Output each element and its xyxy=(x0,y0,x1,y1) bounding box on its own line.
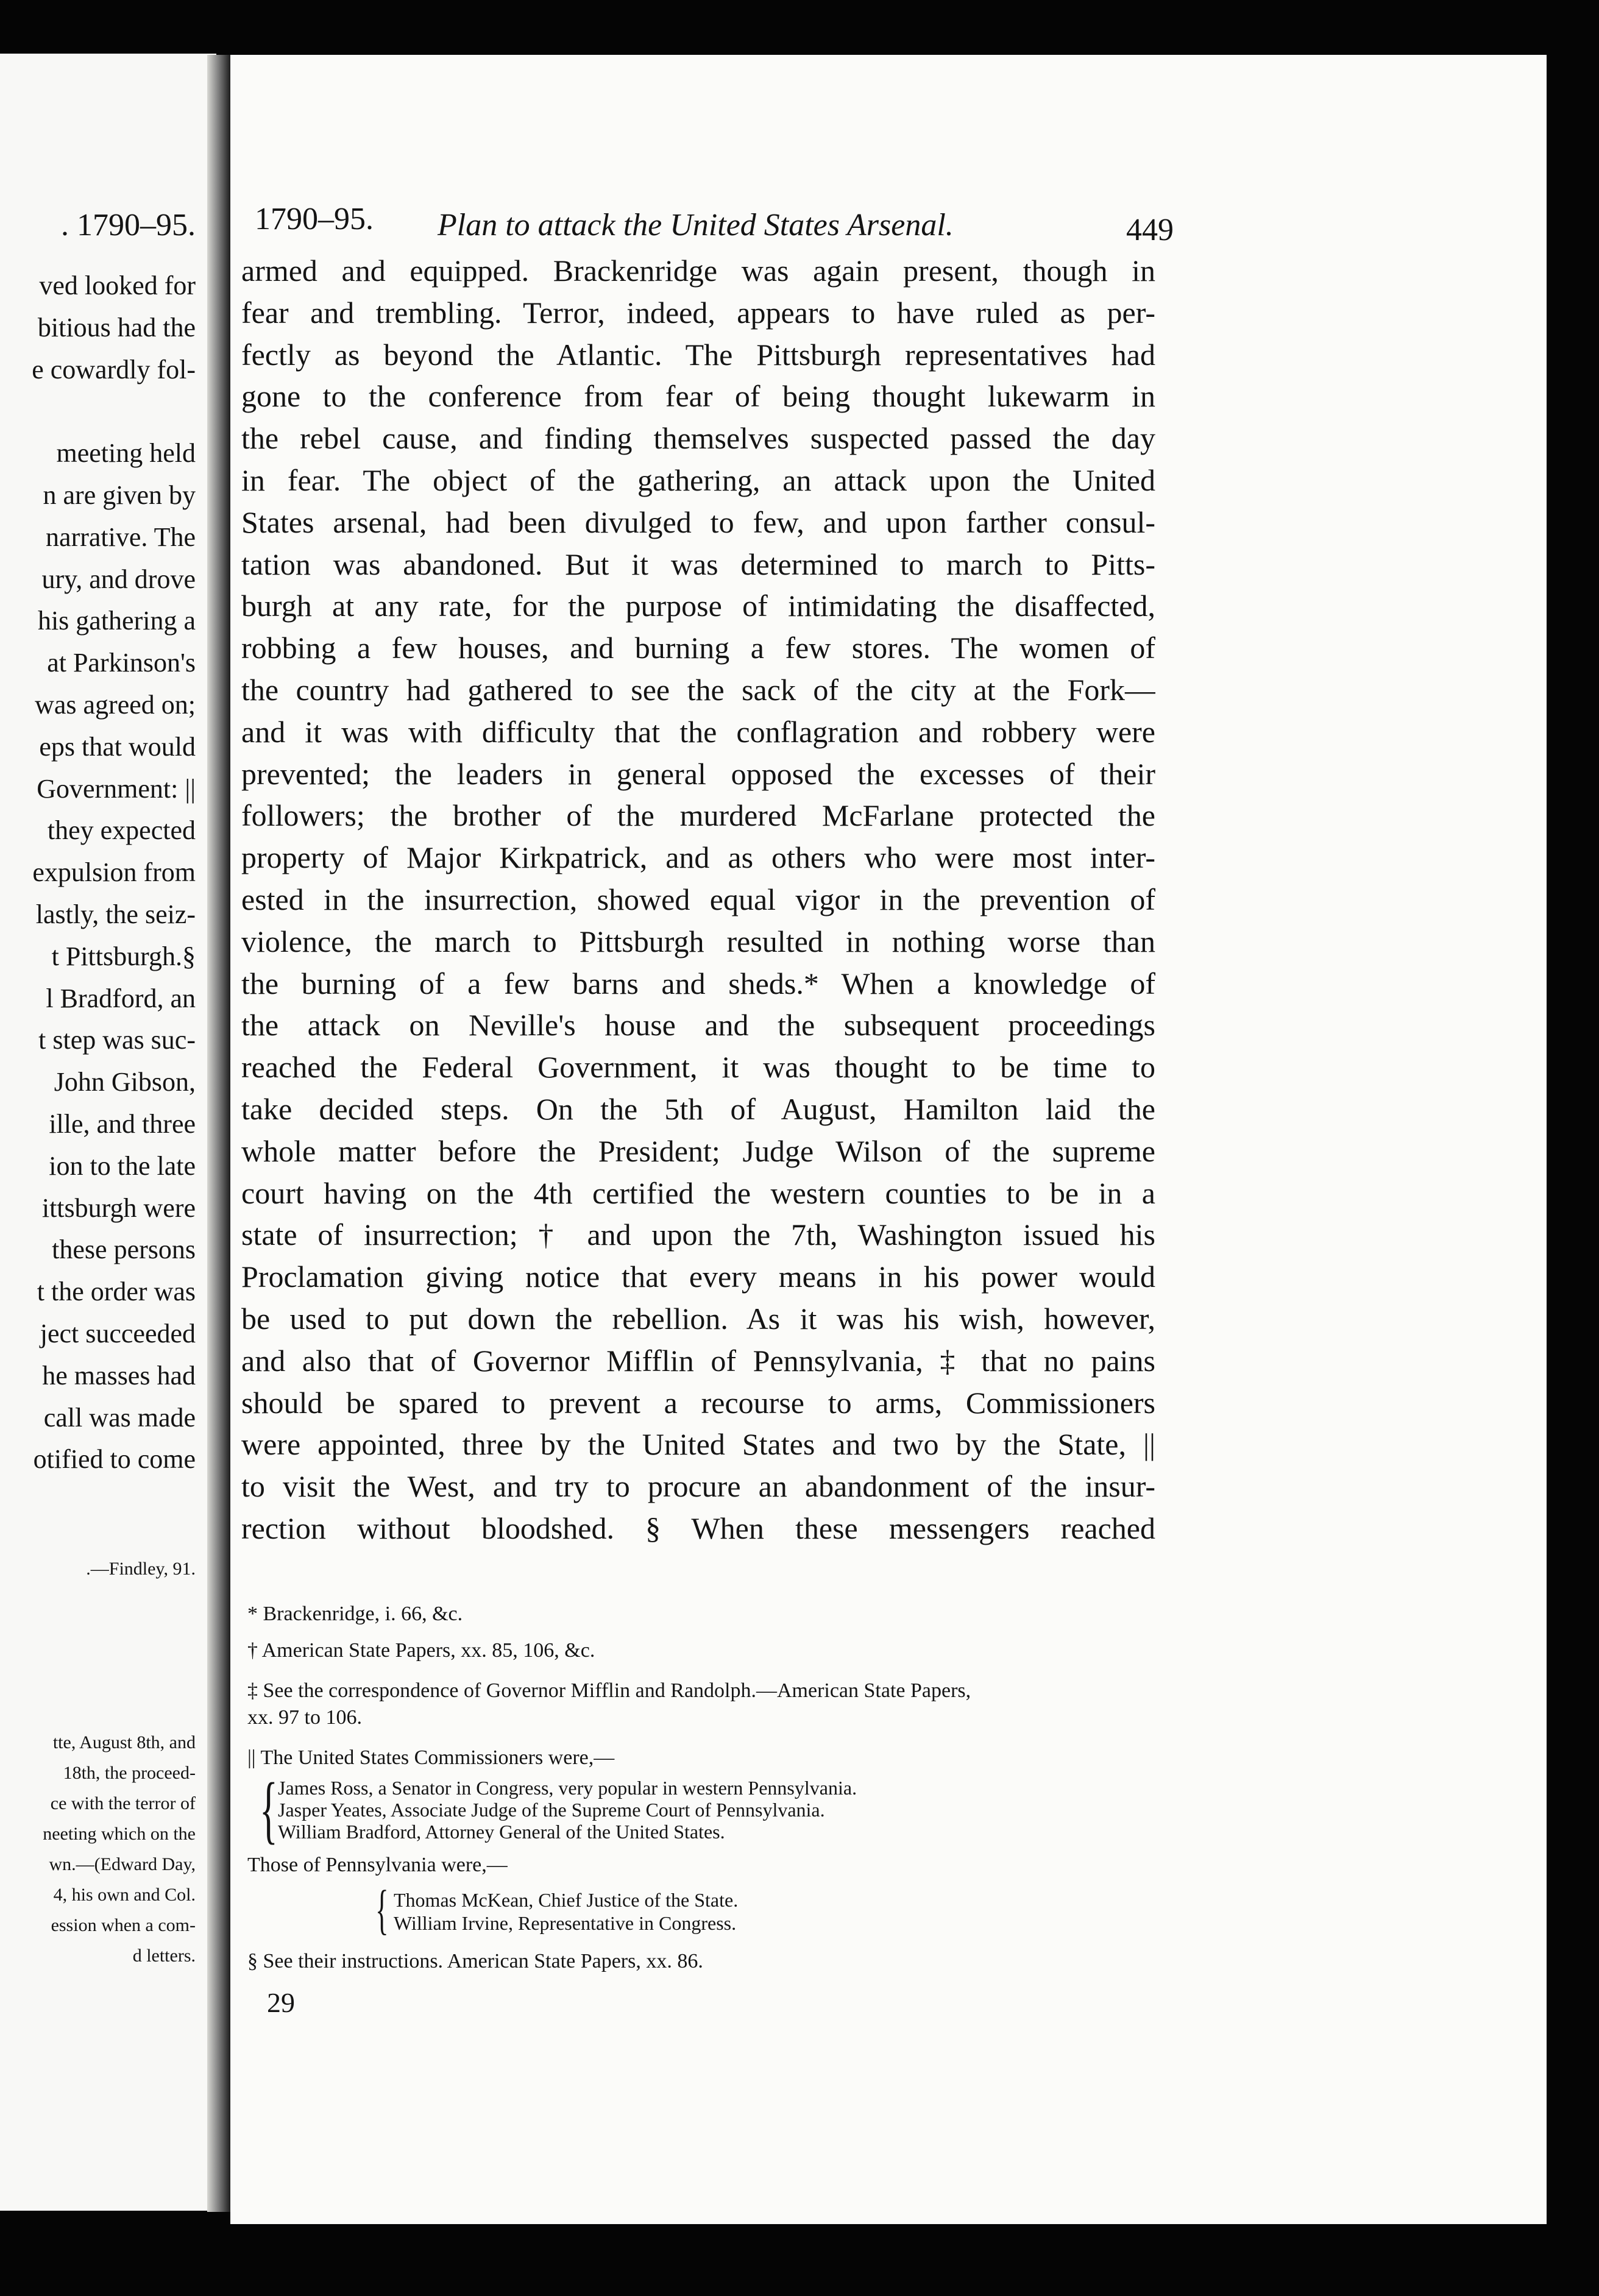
footnote-5: § See their instructions. American State Papers, xx. 86. xyxy=(247,1950,703,1972)
left-footnote-line: neeting which on the xyxy=(43,1824,196,1844)
footnote-4: || The United States Commissioners were,— xyxy=(247,1746,615,1769)
left-body-line: l Bradford, an xyxy=(46,983,196,1013)
us-commissioner: James Ross, a Senator in Congress, very popular in western Pennsylvania. xyxy=(278,1777,857,1799)
body-line: whole matter before the President; Judge Wilson of the supreme xyxy=(241,1133,1155,1168)
left-body-line: he masses had xyxy=(42,1360,196,1391)
body-line: be used to put down the rebellion. As it was his wish, however, xyxy=(241,1302,1155,1336)
body-line: followers; the brother of the murdered McFarlane protected the xyxy=(241,798,1155,833)
body-line: court having on the 4th certified the western counties to be in a xyxy=(241,1175,1155,1210)
body-line: prevented; the leaders in general opposed the excesses of their xyxy=(241,756,1155,791)
body-line: armed and equipped. Brackenridge was again present, though in xyxy=(241,253,1155,288)
body-line: the burning of a few barns and sheds.* When a knowledge of xyxy=(241,966,1155,1001)
left-footnote-line: 18th, the proceed- xyxy=(63,1763,196,1783)
us-commissioner: Jasper Yeates, Associate Judge of the Supreme Court of Pennsylvania. xyxy=(278,1799,825,1821)
body-line: Proclamation giving notice that every means in his power would xyxy=(241,1260,1155,1294)
left-body-line: t step was suc- xyxy=(38,1025,196,1055)
body-line: violence, the march to Pittsburgh resulted in nothing worse than xyxy=(241,924,1155,958)
left-body-line: lastly, the seiz- xyxy=(35,899,196,929)
left-body-line: expulsion from xyxy=(32,857,196,888)
header-years: 1790–95. xyxy=(255,202,374,236)
left-body-line: ved looked for xyxy=(39,271,196,300)
left-body-line: these persons xyxy=(52,1235,196,1265)
left-body-line: n are given by xyxy=(43,480,196,510)
left-body-line: eps that would xyxy=(39,731,196,762)
left-body-line: ury, and drove xyxy=(41,564,196,594)
pa-commissioner: William Irvine, Representative in Congress. xyxy=(394,1912,737,1934)
body-line: reached the Federal Government, it was thought to be time to xyxy=(241,1050,1155,1085)
body-line: should be spared to prevent a recourse to arms, Commissioners xyxy=(241,1385,1155,1420)
us-commissioner: William Bradford, Attorney General of the United States. xyxy=(278,1821,725,1843)
signature-mark: 29 xyxy=(267,1987,295,2018)
body-line: the rebel cause, and finding themselves suspected passed the day xyxy=(241,421,1155,456)
left-running-head: . 1790–95. xyxy=(61,208,196,243)
left-footnote-line: d letters. xyxy=(132,1946,196,1966)
body-line: and also that of Governor Mifflin of Pennsylvania, ‡ that no pains xyxy=(241,1343,1155,1378)
left-body-line: t Pittsburgh.§ xyxy=(51,941,196,971)
body-line: property of Major Kirkpatrick, and as others who were most inter- xyxy=(241,840,1155,875)
left-body-line: call was made xyxy=(43,1402,196,1433)
page-number: 449 xyxy=(1126,213,1174,247)
header-title: Plan to attack the United States Arsenal. xyxy=(438,208,954,243)
brace-us-commissioners: { xyxy=(260,1768,278,1851)
left-body-line: was agreed on; xyxy=(35,690,196,720)
left-body-line: at Parkinson's xyxy=(47,648,196,678)
left-footnote-line: 4, his own and Col. xyxy=(53,1885,196,1905)
left-footnote-top: .—Findley, 91. xyxy=(86,1559,196,1579)
body-line: fear and trembling. Terror, indeed, appears to have ruled as per- xyxy=(241,295,1155,330)
body-line: the country had gathered to see the sack of the city at the Fork— xyxy=(241,673,1155,707)
body-line: state of insurrection; † and upon the 7th, Washington issued his xyxy=(241,1217,1155,1252)
left-body-line: ject succeeded xyxy=(40,1319,196,1348)
body-line: burgh at any rate, for the purpose of intimidating the disaffected, xyxy=(241,589,1155,623)
right-page xyxy=(230,55,1547,2224)
pa-commissioner: Thomas McKean, Chief Justice of the State. xyxy=(394,1889,739,1911)
pa-commissioners-intro: Those of Pennsylvania were,— xyxy=(247,1854,508,1876)
left-footnote-line: ession when a com- xyxy=(51,1915,196,1935)
left-footnote-line: wn.—(Edward Day, xyxy=(49,1854,196,1874)
left-body-line: they expected xyxy=(47,815,196,846)
body-line: robbing a few houses, and burning a few stores. The women of xyxy=(241,631,1155,665)
footnote-1: * Brackenridge, i. 66, &c. xyxy=(247,1603,463,1625)
left-body-line: ille, and three xyxy=(49,1109,196,1139)
left-body-line: his gathering a xyxy=(37,606,196,636)
body-line: take decided steps. On the 5th of August, Hamilton laid the xyxy=(241,1092,1155,1126)
body-line: fectly as beyond the Atlantic. The Pittsburgh representatives had xyxy=(241,337,1155,372)
left-body-line: John Gibson, xyxy=(54,1067,196,1097)
body-line: gone to the conference from fear of being thought lukewarm in xyxy=(241,379,1155,414)
left-body-line: narrative. The xyxy=(46,522,196,552)
left-page xyxy=(0,54,216,2211)
left-body-line: ion to the late xyxy=(49,1150,196,1181)
left-body-line: Government: || xyxy=(37,773,196,804)
body-line: rection without bloodshed. § When these messengers reached xyxy=(241,1511,1155,1545)
body-line: in fear. The object of the gathering, an attack upon the United xyxy=(241,463,1155,497)
left-body-line: otified to come xyxy=(33,1444,196,1475)
body-line: to visit the West, and try to procure an abandonment of the insur- xyxy=(241,1469,1155,1504)
body-line: ested in the insurrection, showed equal vigor in the prevention of xyxy=(241,882,1155,916)
left-footnote-line: tte, August 8th, and xyxy=(52,1732,196,1752)
body-line: and it was with difficulty that the conflagration and robbery were xyxy=(241,714,1155,749)
left-body-line: t the order was xyxy=(37,1277,196,1307)
body-line: the attack on Neville's house and the subsequent proceedings xyxy=(241,1008,1155,1043)
footnote-2: † American State Papers, xx. 85, 106, &c. xyxy=(247,1639,595,1662)
left-body-line: ittsburgh were xyxy=(41,1192,196,1223)
body-line: States arsenal, had been divulged to few, and upon farther consul- xyxy=(241,505,1155,539)
brace-pa-commissioners: { xyxy=(375,1880,389,1940)
footnote-3: ‡ See the correspondence of Governor Mifflin and Randolph.—American State Papers, xyxy=(247,1679,971,1702)
left-footnote-line: ce with the terror of xyxy=(50,1793,196,1813)
body-line: were appointed, three by the United States and two by the State, || xyxy=(241,1427,1155,1462)
body-line: tation was abandoned. But it was determined to march to Pitts- xyxy=(241,547,1155,581)
left-body-line: meeting held xyxy=(56,438,196,469)
left-body-line: bitious had the xyxy=(37,312,196,342)
footnote-3-cont: xx. 97 to 106. xyxy=(247,1706,362,1729)
left-body-line: e cowardly fol- xyxy=(32,354,196,384)
